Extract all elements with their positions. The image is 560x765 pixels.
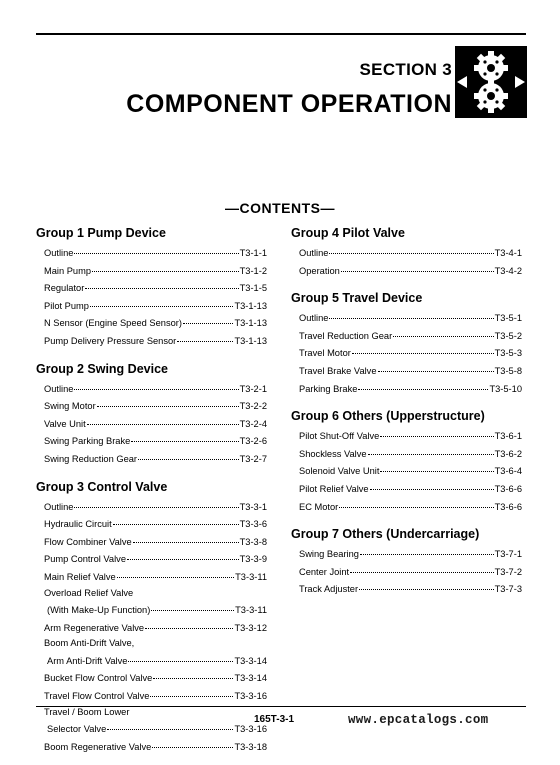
toc-entry-page: T3-5-8 (494, 365, 522, 376)
toc-leader-dots (352, 342, 494, 354)
toc-group-group-7-others-undercarriage (291, 525, 522, 598)
toc-entry-label: Selector Valve (47, 724, 107, 735)
toc-entry-page: T3-5-10 (489, 383, 522, 394)
contents-column-left (36, 224, 267, 765)
toc-entry-page: T3-2-1 (239, 383, 267, 394)
toc-entry-page: T3-3-9 (239, 554, 267, 565)
toc-group-group-3-control-valve (36, 478, 267, 756)
toc-entry-label: Valve Unit (44, 418, 86, 429)
toc-leader-dots (393, 325, 493, 337)
toc-leader-dots (358, 378, 488, 390)
toc-entry-page: T3-7-2 (494, 566, 522, 577)
toc-entry-label: Parking Brake (299, 383, 358, 394)
toc-entry-page: T3-1-13 (234, 300, 267, 311)
toc-group-title: Group 5 Travel Device (291, 291, 423, 306)
toc-entry-page: T3-6-6 (494, 483, 522, 494)
toc-entry-page: T3-2-2 (239, 401, 267, 412)
toc-leader-dots (117, 566, 234, 578)
toc-entry-page: T3-5-2 (494, 330, 522, 341)
toc-leader-dots (380, 425, 493, 437)
toc-leader-dots (131, 430, 238, 442)
toc-leader-dots (380, 460, 493, 472)
toc-leader-dots (74, 378, 238, 390)
toc-entry-label: Travel Brake Valve (299, 365, 377, 376)
toc-entry-label: Travel / Boom Lower (44, 706, 130, 717)
toc-entry-label: Pilot Shut-Off Valve (299, 431, 380, 442)
toc-entry-page: T3-1-13 (234, 335, 267, 346)
watermark: www.epcatalogs.com (348, 713, 489, 727)
top-rule (36, 33, 526, 35)
toc-leader-dots (151, 599, 234, 611)
toc-entry-label: Boom Regenerative Valve (44, 741, 152, 752)
toc-leader-dots (370, 478, 494, 490)
toc-entry-page: T3-6-2 (494, 448, 522, 459)
toc-entry[interactable] (36, 450, 267, 468)
toc-leader-dots (350, 561, 493, 573)
toc-entry-page: T3-3-11 (235, 571, 267, 582)
bottom-rule (36, 706, 526, 707)
toc-entry-label: Arm Anti-Drift Valve (47, 655, 128, 666)
toc-entry-page: T3-4-2 (494, 265, 522, 276)
toc-group-group-5-travel-device (291, 289, 522, 397)
toc-leader-dots (378, 360, 494, 372)
gear-pump-icon (455, 46, 527, 118)
contents-column-right (291, 224, 522, 608)
toc-leader-dots (329, 307, 493, 319)
toc-entry-label: Outline (299, 313, 329, 324)
toc-entry[interactable] (36, 332, 267, 350)
toc-leader-dots (87, 413, 239, 425)
toc-entry-label: Travel Flow Control Valve (44, 691, 150, 702)
toc-leader-dots (152, 736, 233, 748)
toc-entry-label: Outline (44, 501, 74, 512)
toc-leader-dots (92, 260, 239, 272)
toc-group-title: Group 7 Others (Undercarriage) (291, 527, 480, 542)
toc-entry-label: Travel Motor (299, 348, 351, 359)
toc-entry-label: Pilot Relief Valve (299, 483, 369, 494)
toc-entry-label: Pump Control Valve (44, 554, 126, 565)
toc-entry-page: T3-3-16 (234, 691, 267, 702)
toc-entry-page: T3-3-12 (234, 622, 267, 633)
contents-heading: —CONTENTS— (225, 200, 335, 216)
toc-entry-label: Main Relief Valve (44, 571, 116, 582)
toc-entry-label: Outline (44, 248, 74, 258)
page-number: 165T-3-1 (254, 714, 295, 725)
toc-entry-page: T3-3-11 (235, 605, 267, 616)
toc-entry-label: Outline (299, 248, 329, 258)
toc-leader-dots (127, 548, 239, 560)
page-title: COMPONENT OPERATION (126, 90, 452, 118)
toc-entry-page: T3-1-13 (234, 318, 267, 329)
toc-entry-label: Swing Motor (44, 401, 96, 412)
toc-leader-dots (150, 685, 233, 697)
toc-entry[interactable] (36, 738, 267, 756)
toc-entry-label: Travel Reduction Gear (299, 330, 393, 341)
toc-entry-page: T3-5-1 (494, 313, 522, 324)
toc-group-title: Group 1 Pump Device (36, 226, 166, 240)
toc-entry-label: Boom Anti-Drift Valve, (44, 638, 135, 649)
toc-leader-dots (339, 496, 493, 508)
toc-leader-dots (85, 277, 238, 289)
toc-entry-label: Center Joint (299, 566, 350, 577)
toc-leader-dots (138, 448, 239, 460)
toc-entry-label: Track Adjuster (299, 584, 359, 595)
toc-entry-page: T3-2-6 (239, 436, 267, 447)
toc-entry-label: Main Pump (44, 265, 92, 276)
toc-entry-label: Swing Bearing (299, 549, 359, 560)
toc-entry-page: T3-3-18 (234, 741, 267, 752)
toc-group-group-4-pilot-valve (291, 224, 522, 279)
toc-entry-page: T3-1-1 (239, 248, 267, 258)
toc-entry-page: T3-3-8 (239, 536, 267, 547)
toc-entry-label: Arm Regenerative Valve (44, 622, 145, 633)
toc-leader-dots (360, 543, 494, 555)
toc-entry-label: Swing Reduction Gear (44, 453, 138, 464)
toc-leader-dots (107, 718, 233, 730)
toc-entry[interactable] (291, 380, 522, 398)
toc-entry-page: T3-6-4 (494, 466, 522, 477)
toc-entry-page: T3-4-1 (494, 248, 522, 258)
toc-entry-page: T3-2-4 (239, 418, 267, 429)
toc-entry-page: T3-1-5 (239, 283, 267, 294)
toc-entry[interactable] (291, 580, 522, 598)
toc-leader-dots (74, 242, 238, 254)
toc-entry-page: T3-6-6 (494, 501, 522, 512)
section-label: SECTION 3 (359, 60, 452, 79)
toc-leader-dots (113, 513, 239, 525)
toc-group-title: Group 3 Control Valve (36, 479, 168, 494)
toc-entry-label: N Sensor (Engine Speed Sensor) (44, 318, 182, 329)
toc-entry-label: Operation (299, 265, 340, 276)
toc-leader-dots (177, 330, 233, 342)
toc-leader-dots (329, 242, 493, 254)
toc-entry-page: T3-7-3 (494, 584, 522, 595)
toc-entry[interactable] (291, 498, 522, 516)
toc-entry-label: Overload Relief Valve (44, 587, 134, 598)
toc-leader-dots (368, 443, 494, 455)
toc-leader-dots (145, 617, 233, 629)
toc-leader-dots (128, 650, 233, 662)
toc-group-group-6-others-upperstructure (291, 407, 522, 515)
toc-entry-page: T3-6-1 (494, 431, 522, 442)
toc-entry-page: T3-3-14 (234, 673, 267, 684)
toc-leader-dots (133, 531, 239, 543)
toc-entry-label: Shockless Valve (299, 448, 367, 459)
toc-group-title: Group 2 Swing Device (36, 361, 168, 376)
toc-group-group-2-swing-device (36, 360, 267, 468)
toc-entry-label: EC Motor (299, 501, 339, 512)
toc-leader-dots (359, 578, 494, 590)
toc-entry-page: T3-2-7 (239, 453, 267, 464)
toc-entry-page: T3-3-1 (239, 501, 267, 512)
toc-entry-page: T3-5-3 (494, 348, 522, 359)
toc-entry-label: Hydraulic Circuit (44, 519, 112, 530)
toc-entry-label: Bucket Flow Control Valve (44, 673, 153, 684)
toc-leader-dots (74, 496, 238, 508)
toc-entry-label: Solenoid Valve Unit (299, 466, 380, 477)
toc-leader-dots (97, 395, 239, 407)
toc-leader-dots (153, 667, 233, 679)
toc-leader-dots (90, 295, 233, 307)
toc-entry-label: Outline (44, 383, 74, 394)
toc-entry-page: T3-1-2 (239, 265, 267, 276)
toc-entry[interactable] (291, 262, 522, 280)
toc-leader-dots (341, 260, 494, 272)
toc-entry-page: T3-3-16 (234, 724, 267, 735)
toc-entry-label: Flow Combiner Valve (44, 536, 132, 547)
toc-group-title: Group 4 Pilot Valve (291, 226, 405, 240)
toc-entry-label: Regulator (44, 283, 85, 294)
toc-entry-label: (With Make-Up Function) (47, 605, 151, 616)
toc-leader-dots (183, 312, 233, 324)
toc-entry-page: T3-7-1 (494, 549, 522, 560)
toc-entry-page: T3-3-6 (239, 519, 267, 530)
toc-entry-page: T3-3-14 (234, 655, 267, 666)
toc-entry-label: Pilot Pump (44, 300, 89, 311)
toc-entry-label: Pump Delivery Pressure Sensor (44, 335, 177, 346)
toc-group-group-1-pump-device (36, 224, 267, 350)
toc-entry[interactable] (36, 568, 267, 586)
toc-group-title: Group 6 Others (Upperstructure) (291, 409, 485, 424)
toc-entry[interactable] (36, 619, 267, 637)
toc-entry-label: Swing Parking Brake (44, 436, 131, 447)
toc-entry[interactable] (36, 687, 267, 705)
